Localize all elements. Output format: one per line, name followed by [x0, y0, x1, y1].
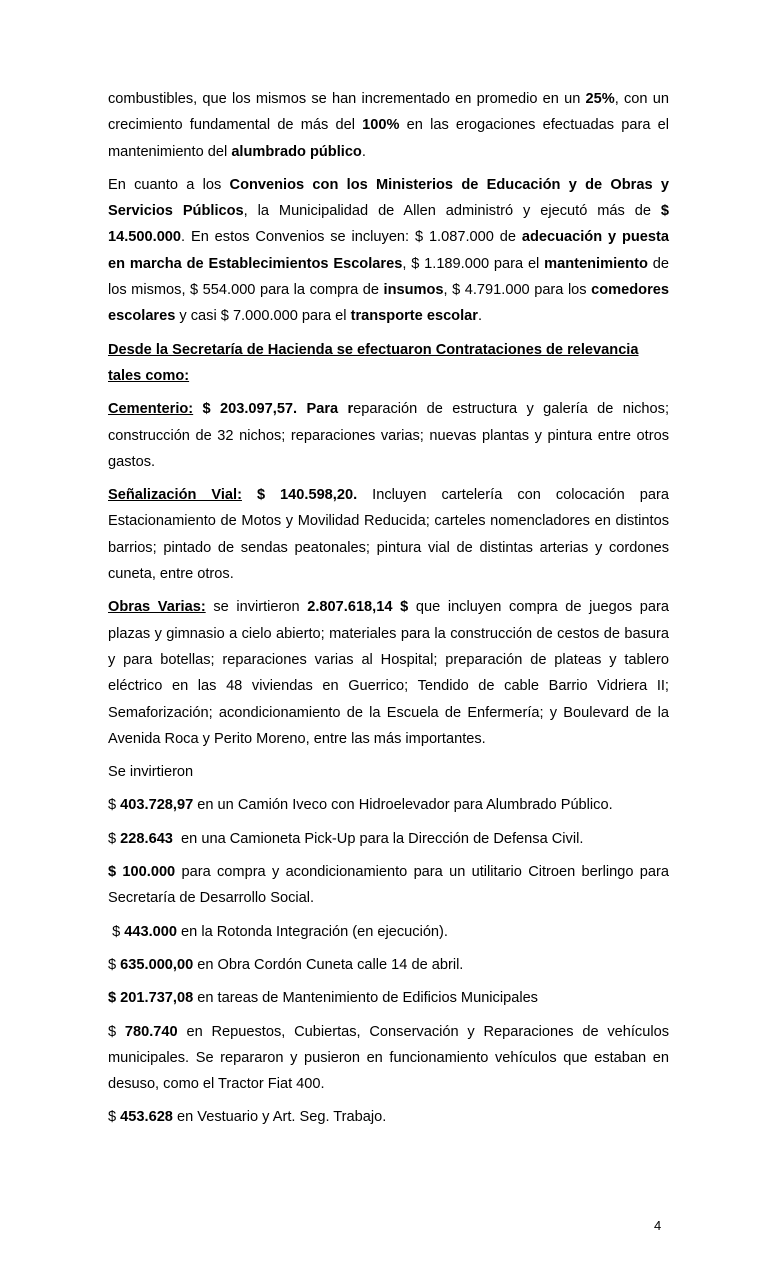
paragraph-senalizacion: Señalización Vial: $ 140.598,20. Incluyen cartelería con colocación para Estacionamiento de Motos y Movilidad Reducida; carteles nomencladores en distintos barrios; pintado de sendas peatonales; pintura vial de distintas arterias y cordones cuneta, entre otros.: [108, 487, 669, 583]
document-body: [108, 86, 669, 1138]
paragraph-convenios: En cuanto a los Convenios con los Ministerios de Educación y de Obras y Servicios Públicos, la Municipalidad de Allen administró y ejecutó más de $ 14.500.000. En estos Convenios se incluyen: $ 1.087.000 de adecuación y puesta en marcha de Establecimientos Escolares, $ 1.189.000 para el mantenimiento de los mismos, $ 554.000 para la compra de insumos, $ 4.791.000 para los comedores escolares y casi $ 7.000.000 para el transporte escolar.: [108, 176, 670, 325]
paragraph-obras-varias: Obras Varias: se invirtieron 2.807.618,14 $ que incluyen compra de juegos para plazas y gimnasio a cielo abierto; materiales para la construcción de cestos de basura y para botellas; reparaciones varias al Hospital; preparación de plateas y tablero eléctrico en las 48 viviendas en Guerrico; Tendido de cable Barrio Vidriera II; Semaforización; acondicionamiento de la Escuela de Enfermería; y Boulevard de la Avenida Roca y Perito Moreno, entre las más importantes.: [108, 599, 669, 747]
section-heading: Desde la Secretaría de Hacienda se efectuaron Contrataciones de relevancia tales como:: [108, 341, 639, 384]
list-item: $ 443.000 en la Rotonda Integración (en ejecución).: [108, 923, 448, 940]
paragraph-combustibles: combustibles, que los mismos se han incrementado en promedio en un 25%, con un crecimiento fundamental de más del 100% en las erogaciones efectuadas para el mantenimiento del alumbrado público.: [108, 91, 669, 160]
list-item: $ 201.737,08 en tareas de Mantenimiento de Edificios Municipales: [108, 990, 538, 1007]
list-item: $ 403.728,97 en un Camión Iveco con Hidroelevador para Alumbrado Público.: [108, 797, 613, 814]
paragraph-cementerio: Cementerio: $ 203.097,57. Para reparación de estructura y galería de nichos; construcción de 32 nichos; reparaciones varias; nuevas plantas y pintura entre otros gastos.: [108, 401, 669, 470]
list-item: $ 635.000,00 en Obra Cordón Cuneta calle 14 de abril.: [108, 956, 464, 973]
paragraph-se-invirtieron: Se invirtieron: [108, 764, 194, 781]
list-item: $ 100.000 para compra y acondicionamiento para un utilitario Citroen berlingo para Secretaría de Desarrollo Social.: [108, 864, 669, 907]
list-item: $ 780.740 en Repuestos, Cubiertas, Conservación y Reparaciones de vehículos municipales. Se repararon y pusieron en funcionamiento vehículos que estaban en desuso, como el Tractor Fiat 400.: [108, 1023, 670, 1093]
page-number: 4: [654, 1218, 662, 1233]
list-item: $ 228.643 en una Camioneta Pick-Up para la Dirección de Defensa Civil.: [108, 830, 584, 847]
list-item: $ 453.628 en Vestuario y Art. Seg. Trabajo.: [108, 1109, 387, 1126]
